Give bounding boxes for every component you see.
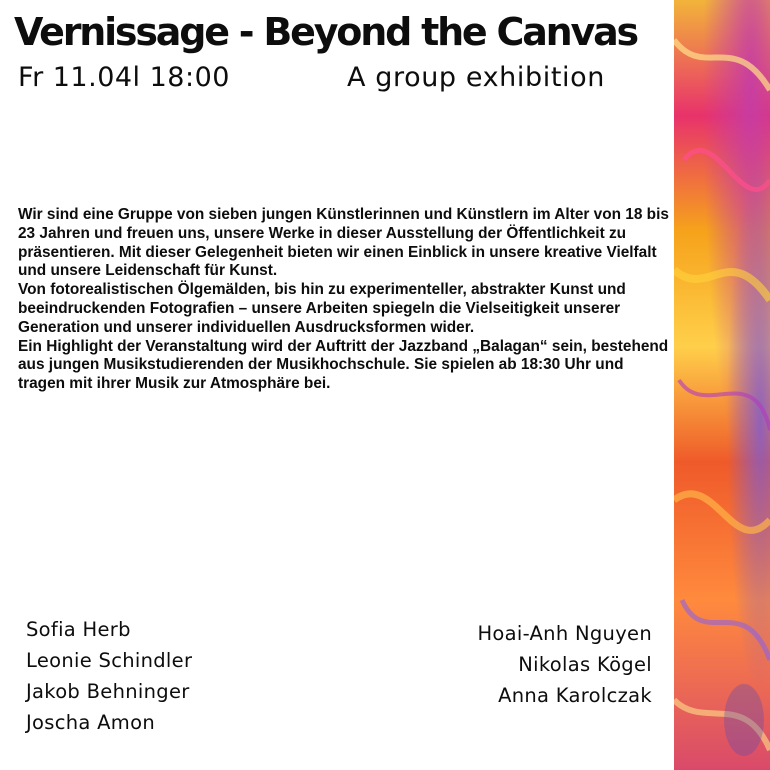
artist-name: Hoai-Anh Nguyen — [477, 622, 652, 645]
artwork-strip — [674, 0, 770, 770]
description-paragraph: Wir sind eine Gruppe von sieben jungen Künstlerinnen und Künstlern im Alter von 18 bis 23 Jahren und freuen uns, unsere Werke in dieser Ausstellung der Öffentlichkeit zu präsentieren. Mit dieser Gelegenheit bieten wir einen Einblick in unsere kreative Vielfalt und unsere Leidenschaft für Kunst. — [18, 206, 669, 280]
artist-list-left — [26, 614, 192, 738]
artist-list-right — [477, 618, 652, 711]
description-paragraph: Von fotorealistischen Ölgemälden, bis hin zu experimenteller, abstrakter Kunst und beeindruckenden Fotografien – unsere Arbeiten spiegeln die Vielseitigkeit unserer Generation und unserer individuellen Ausdrucksformen wider. — [18, 281, 626, 336]
event-description — [18, 206, 670, 394]
artist-name: Leonie Schindler — [26, 649, 193, 672]
artist-name: Anna Karolczak — [498, 684, 652, 707]
event-title: Vernissage - Beyond the Canvas — [14, 10, 637, 54]
artist-name: Joscha Amon — [26, 711, 155, 734]
description-paragraph: Ein Highlight der Veranstaltung wird der Auftritt der Jazzband „Balagan“ sein, bestehend aus jungen Musikstudierenden der Musikhochschule. Sie spielen ab 18:30 Uhr und tragen mit ihrer Musik zur Atmosphäre bei. — [18, 337, 669, 393]
event-subtitle: A group exhibition — [347, 62, 605, 93]
artist-name: Nikolas Kögel — [518, 653, 652, 676]
artist-name: Jakob Behninger — [26, 680, 190, 703]
artist-name: Sofia Herb — [26, 618, 131, 641]
event-date: Fr 11.04l 18:00 — [18, 62, 230, 93]
abstract-painting-image — [674, 0, 770, 770]
